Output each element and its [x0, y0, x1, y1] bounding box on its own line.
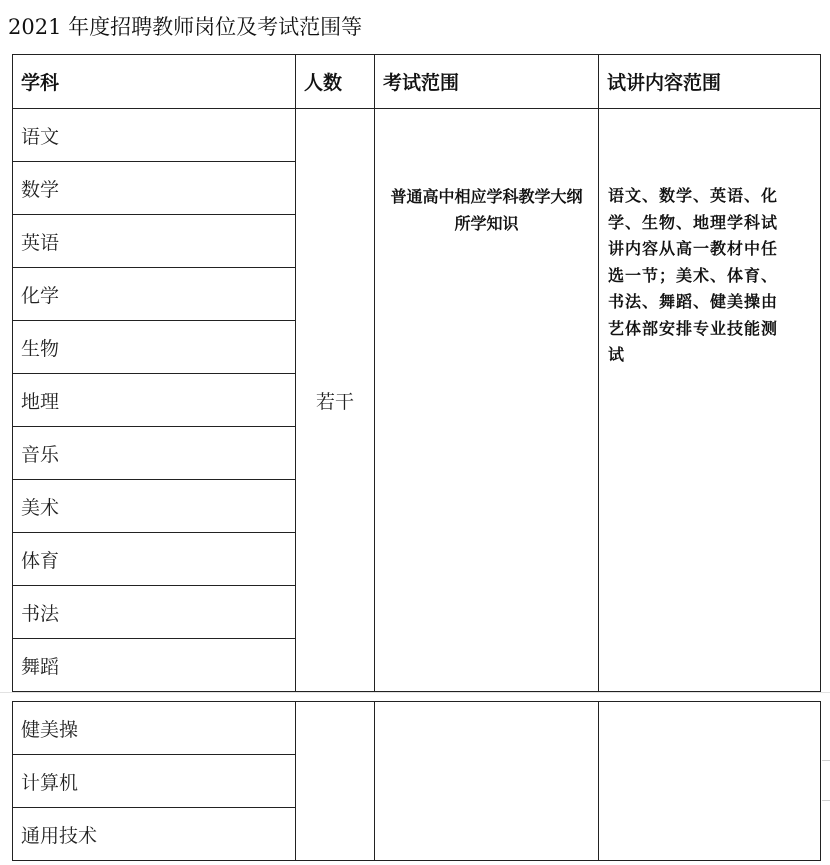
subject-cell: 音乐 — [13, 427, 296, 480]
count-cell: 若干 — [296, 109, 375, 692]
header-subject: 学科 — [13, 55, 296, 109]
table-row — [13, 109, 821, 162]
recruitment-table — [12, 54, 821, 692]
page-divider — [0, 692, 830, 693]
lecture-scope-line: 讲内容从高一教材中任 — [608, 239, 779, 258]
subject-cell: 地理 — [13, 374, 296, 427]
exam-scope-cell-empty — [375, 702, 599, 861]
edge-mark — [822, 800, 830, 801]
lecture-scope-cell — [599, 109, 821, 692]
lecture-scope-line: 试 — [608, 345, 626, 364]
edge-mark — [822, 760, 830, 761]
table-row — [13, 702, 821, 755]
lecture-scope-cell-empty — [599, 702, 821, 861]
subject-cell: 生物 — [13, 321, 296, 374]
subject-cell: 健美操 — [13, 702, 296, 755]
subject-cell: 通用技术 — [13, 808, 296, 861]
subject-cell: 语文 — [13, 109, 296, 162]
subject-cell: 美术 — [13, 480, 296, 533]
subject-cell: 英语 — [13, 215, 296, 268]
recruitment-table-continued — [12, 701, 821, 861]
subject-cell: 书法 — [13, 586, 296, 639]
lecture-scope-line: 艺体部安排专业技能测 — [608, 318, 779, 338]
document-title: 2021 年度招聘教师岗位及考试范围等 — [8, 15, 363, 39]
subject-cell: 舞蹈 — [13, 639, 296, 692]
table-header-row — [13, 55, 821, 109]
lecture-scope-line: 选一节；美术、体育、 — [608, 265, 779, 285]
header-exam-scope: 考试范围 — [375, 55, 599, 109]
lecture-scope-line: 书法、舞蹈、健美操由 — [608, 292, 779, 311]
lecture-scope-line: 学、生物、地理学科试 — [608, 212, 779, 232]
subject-cell: 化学 — [13, 268, 296, 321]
subject-cell: 数学 — [13, 162, 296, 215]
header-count: 人数 — [296, 55, 375, 109]
subject-cell: 计算机 — [13, 755, 296, 808]
header-lecture-scope: 试讲内容范围 — [599, 55, 821, 109]
lecture-scope-line: 语文、数学、英语、化 — [608, 186, 779, 205]
subject-cell: 体育 — [13, 533, 296, 586]
exam-scope-cell: 普通高中相应学科教学大纲所学知识 — [375, 109, 599, 692]
count-cell-empty — [296, 702, 375, 861]
